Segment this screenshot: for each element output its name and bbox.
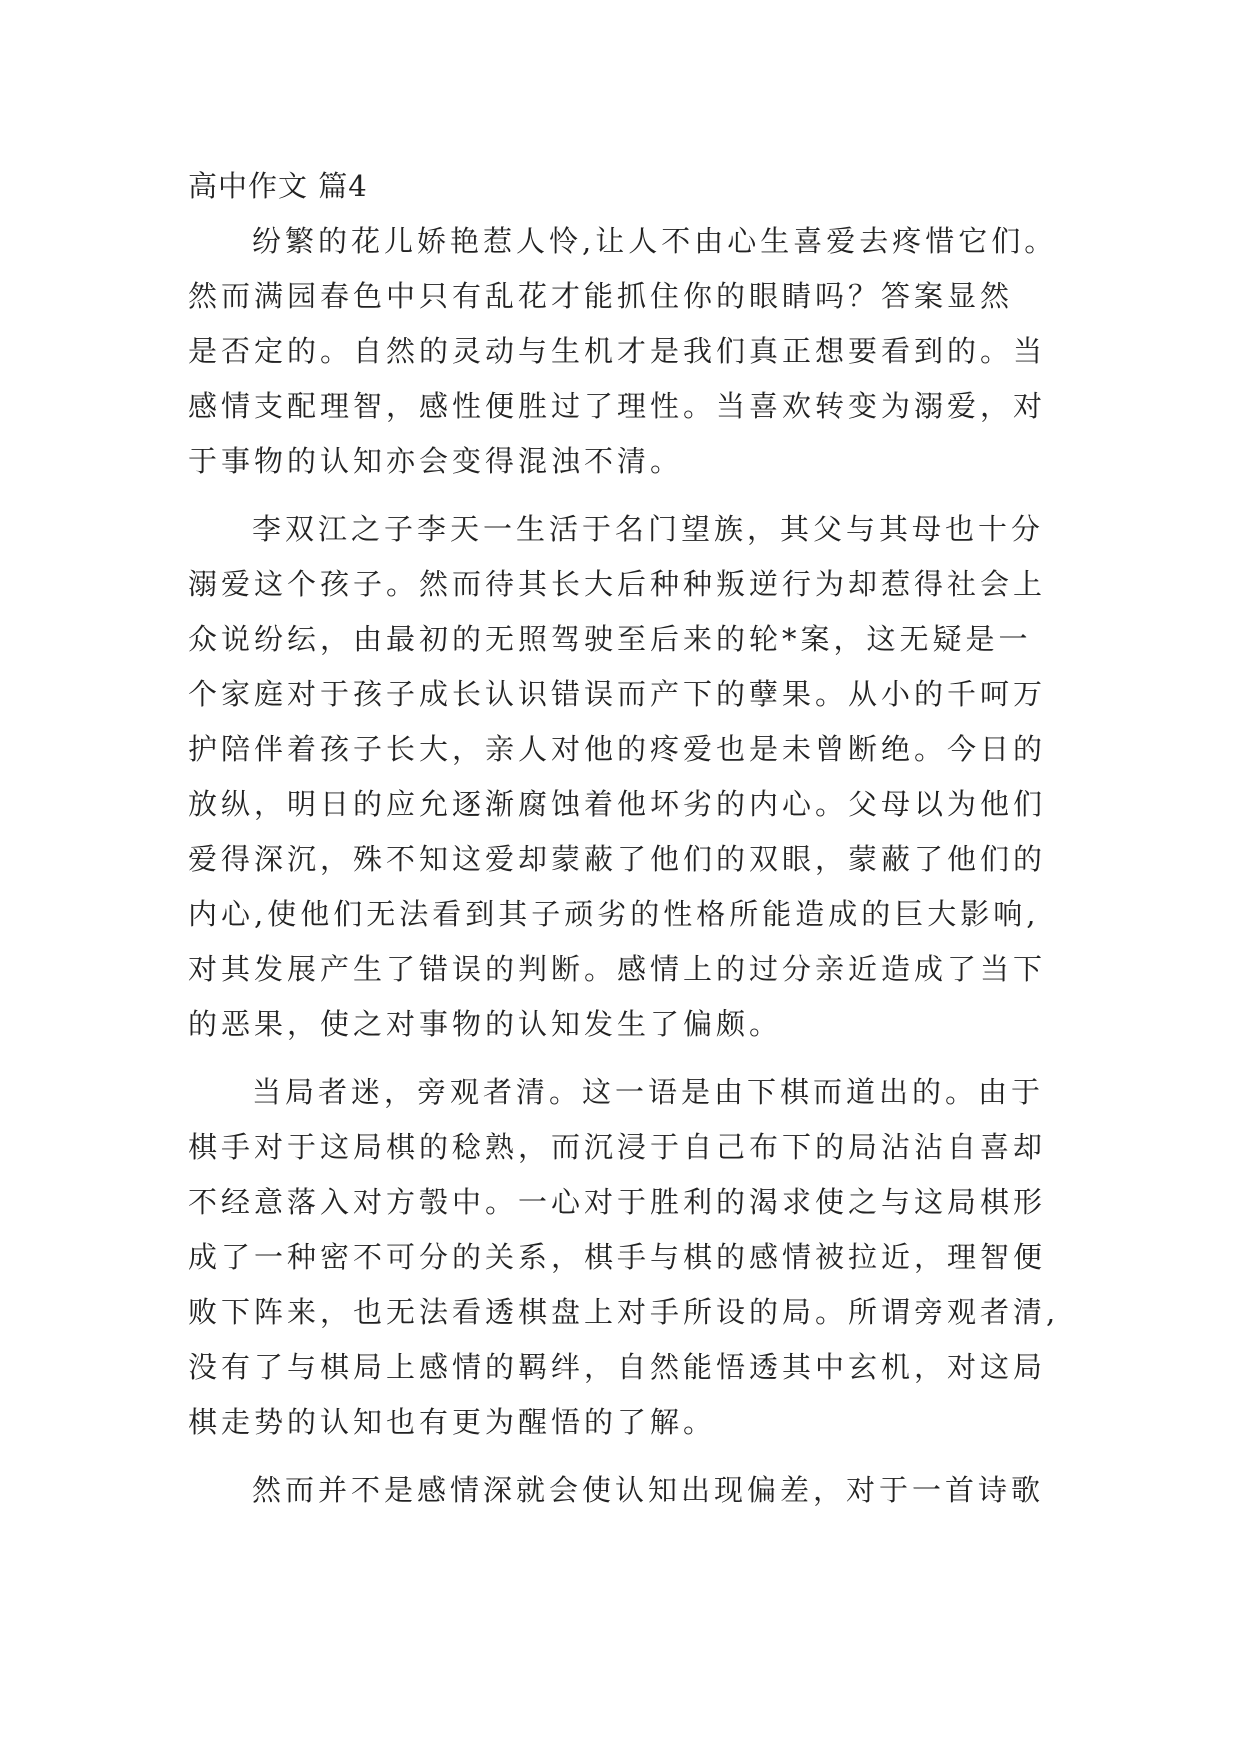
text-line: 爱得深沉，殊不知这爱却蒙蔽了他们的双眼，蒙蔽了他们的	[188, 842, 1047, 876]
text-line: 对其发展产生了错误的判断。感情上的过分亲近造成了当下	[188, 952, 1047, 986]
text-line: 成了一种密不可分的关系，棋手与棋的感情被拉近，理智便	[188, 1240, 1047, 1274]
text-line: 溺爱这个孩子。然而待其长大后种种叛逆行为却惹得社会上	[188, 567, 1047, 601]
text-line: 放纵，明日的应允逐渐腐蚀着他坏劣的内心。父母以为他们	[188, 787, 1047, 821]
text-line: 纷繁的花儿娇艳惹人怜,让人不由心生喜爱去疼惜它们。	[252, 224, 1058, 258]
text-line: 内心,使他们无法看到其子顽劣的性格所能造成的巨大影响,	[188, 897, 1040, 931]
text-line: 然而并不是感情深就会使认知出现偏差，对于一首诗歌	[252, 1473, 1045, 1507]
text-line: 是否定的。自然的灵动与生机才是我们真正想要看到的。当	[188, 334, 1047, 368]
text-line: 护陪伴着孩子长大，亲人对他的疼爱也是未曾断绝。今日的	[188, 732, 1047, 766]
text-line: 感情支配理智，感性便胜过了理性。当喜欢转变为溺爱，对	[188, 389, 1047, 423]
text-line: 棋走势的认知也有更为醒悟的了解。	[188, 1405, 717, 1439]
text-line: 然而满园春色中只有乱花才能抓住你的眼睛吗？答案显然	[188, 279, 1014, 313]
text-line: 李双江之子李天一生活于名门望族，其父与其母也十分	[252, 512, 1045, 546]
text-line: 的恶果，使之对事物的认知发生了偏颇。	[188, 1007, 783, 1041]
text-line: 棋手对于这局棋的稔熟，而沉浸于自己布下的局沾沾自喜却	[188, 1130, 1047, 1164]
text-line: 众说纷纭，由最初的无照驾驶至后来的轮*案，这无疑是一	[188, 622, 1032, 656]
document-title: 高中作文 篇4	[188, 169, 368, 203]
text-line: 没有了与棋局上感情的羁绊，自然能悟透其中玄机，对这局	[188, 1350, 1047, 1384]
text-line: 不经意落入对方彀中。一心对于胜利的渴求使之与这局棋形	[188, 1185, 1047, 1219]
text-line: 败下阵来，也无法看透棋盘上对手所设的局。所谓旁观者清,	[188, 1295, 1060, 1329]
text-line: 当局者迷，旁观者清。这一语是由下棋而道出的。由于	[252, 1075, 1045, 1109]
text-line: 个家庭对于孩子成长认识错误而产下的孽果。从小的千呵万	[188, 677, 1047, 711]
text-line: 于事物的认知亦会变得混浊不清。	[188, 444, 684, 478]
